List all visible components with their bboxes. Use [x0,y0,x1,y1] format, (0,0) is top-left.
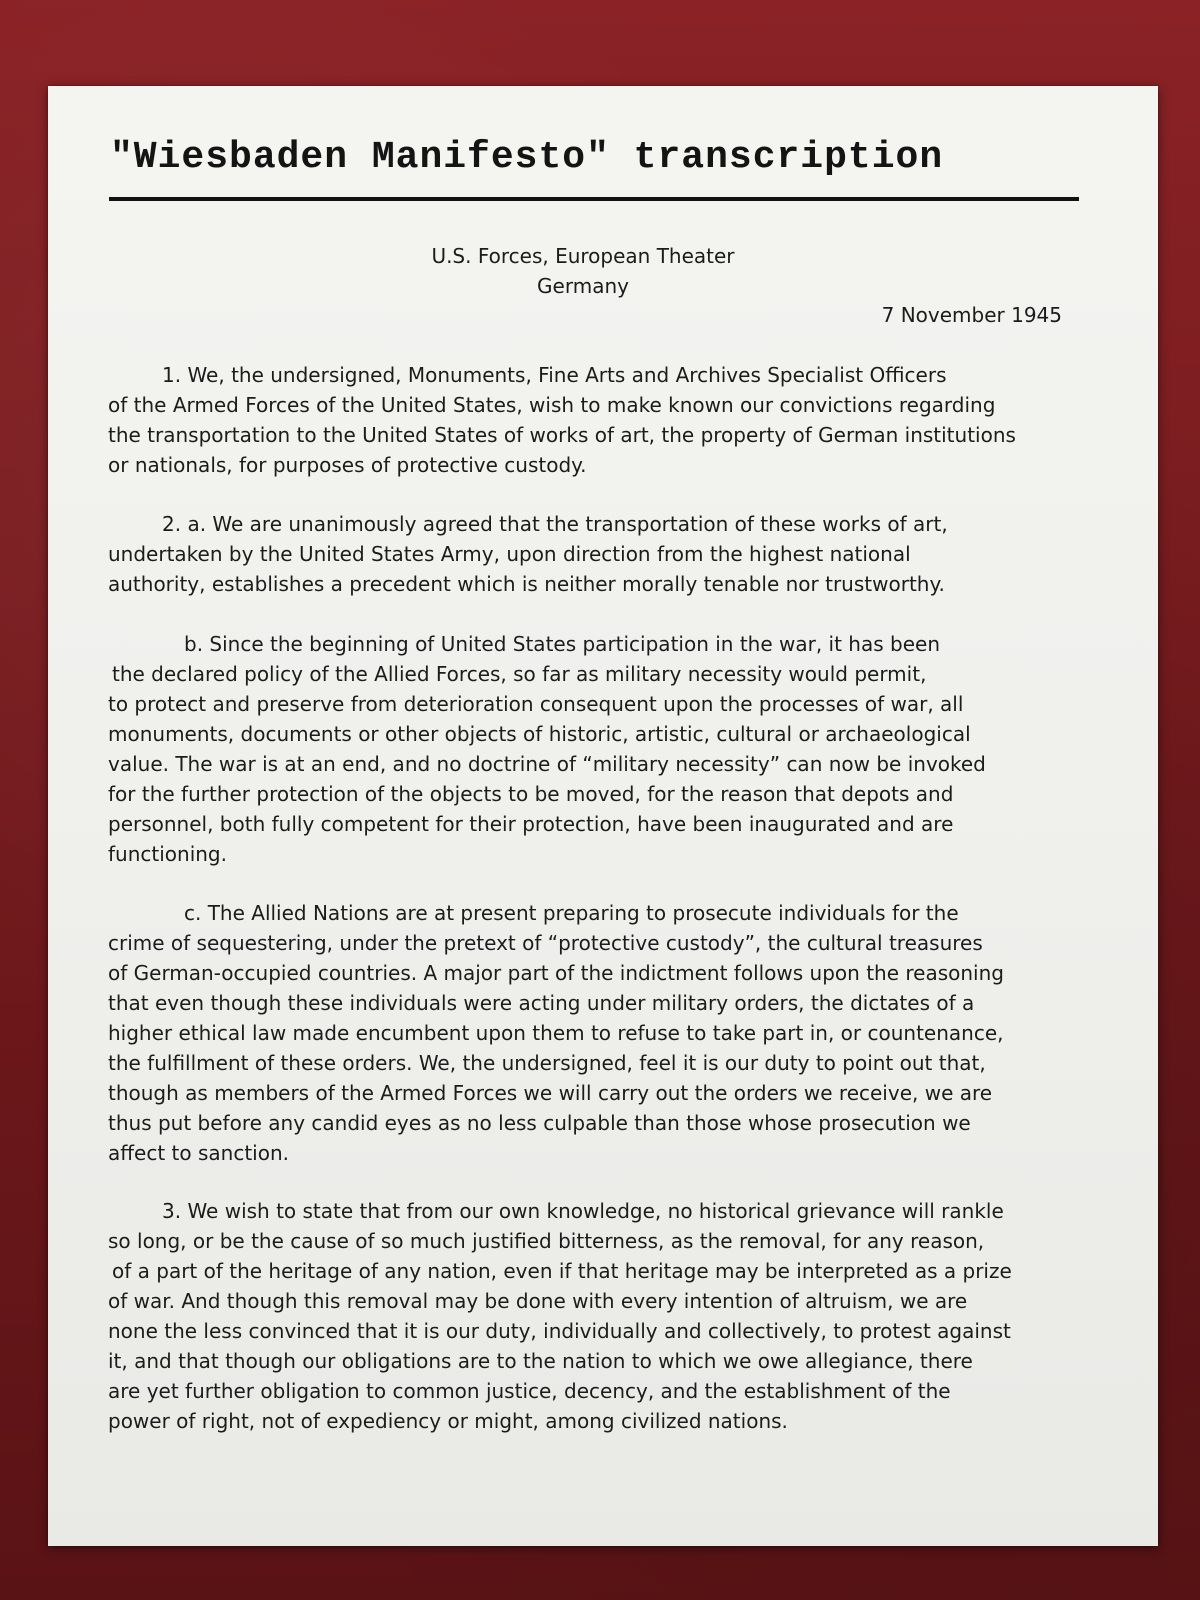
paragraph-line: of a part of the heritage of any nation, even if that heritage may be interpreted as a prize [112,1259,1012,1283]
paragraph-line: of war. And though this removal may be done with every intention of altruism, we are [108,1289,968,1313]
paragraph-line: c. The Allied Nations are at present preparing to prosecute individuals for the [184,901,959,925]
paragraph-line: power of right, not of expediency or might, among civilized nations. [108,1409,788,1433]
paragraph-2a [108,509,1073,599]
header-date: 7 November 1945 [881,303,1062,327]
paragraph-line: thus put before any candid eyes as no less culpable than those whose prosecution we [108,1111,971,1135]
title-underline [109,197,1079,201]
paragraph-line: higher ethical law made encumbent upon them to refuse to take part in, or countenance, [108,1021,1004,1045]
paragraph-line: b. Since the beginning of United States participation in the war, it has been [184,632,940,656]
paragraph-line: 3. We wish to state that from our own knowledge, no historical grievance will rankle [162,1199,1004,1223]
header-location: Germany [537,274,629,298]
document-page [48,86,1158,1546]
paragraph-line: that even though these individuals were acting under military orders, the dictates of a [108,991,975,1015]
paragraph-1 [108,360,1073,480]
paragraph-line: it, and that though our obligations are to the nation to which we owe allegiance, there [108,1349,973,1373]
paragraph-line: value. The war is at an end, and no doctrine of “military necessity” can now be invoked [108,752,986,776]
paragraph-3 [108,1196,1073,1436]
paragraph-line: are yet further obligation to common justice, decency, and the establishment of the [108,1379,951,1403]
paragraph-line: monuments, documents or other objects of historic, artistic, cultural or archaeological [108,722,971,746]
paragraph-2b [108,629,1073,869]
paragraph-line: of the Armed Forces of the United States, wish to make known our convictions regarding [108,393,996,417]
paragraph-line: for the further protection of the objects to be moved, for the reason that depots and [108,782,954,806]
paragraph-line: the transportation to the United States of works of art, the property of German institutions [108,423,1016,447]
document-title: "Wiesbaden Manifesto" transcription [110,136,944,179]
paragraph-2c [108,898,1073,1168]
paragraph-line: though as members of the Armed Forces we will carry out the orders we receive, we are [108,1081,993,1105]
paragraph-line: 2. a. We are unanimously agreed that the transportation of these works of art, [162,512,948,536]
paragraph-line: of German-occupied countries. A major part of the indictment follows upon the reasoning [108,961,1004,985]
paragraph-line: functioning. [108,842,227,866]
paragraph-line: authority, establishes a precedent which is neither morally tenable nor trustworthy. [108,572,945,596]
paragraph-line: undertaken by the United States Army, upon direction from the highest national [108,542,911,566]
paragraph-line: 1. We, the undersigned, Monuments, Fine Arts and Archives Specialist Officers [162,363,947,387]
paragraph-line: the declared policy of the Allied Forces, so far as military necessity would permit, [112,662,927,686]
header-organization: U.S. Forces, European Theater [431,244,735,268]
paragraph-line: affect to sanction. [108,1141,289,1165]
paragraph-line: the fulfillment of these orders. We, the undersigned, feel it is our duty to point out that, [108,1051,986,1075]
paragraph-line: personnel, both fully competent for their protection, have been inaugurated and are [108,812,954,836]
paragraph-line: none the less convinced that it is our duty, individually and collectively, to protest against [108,1319,1011,1343]
paragraph-line: so long, or be the cause of so much justified bitterness, as the removal, for any reason, [108,1229,985,1253]
paragraph-line: crime of sequestering, under the pretext of “protective custody”, the cultural treasures [108,931,983,955]
paragraph-line: to protect and preserve from deterioration consequent upon the processes of war, all [108,692,964,716]
paragraph-line: or nationals, for purposes of protective custody. [108,453,587,477]
